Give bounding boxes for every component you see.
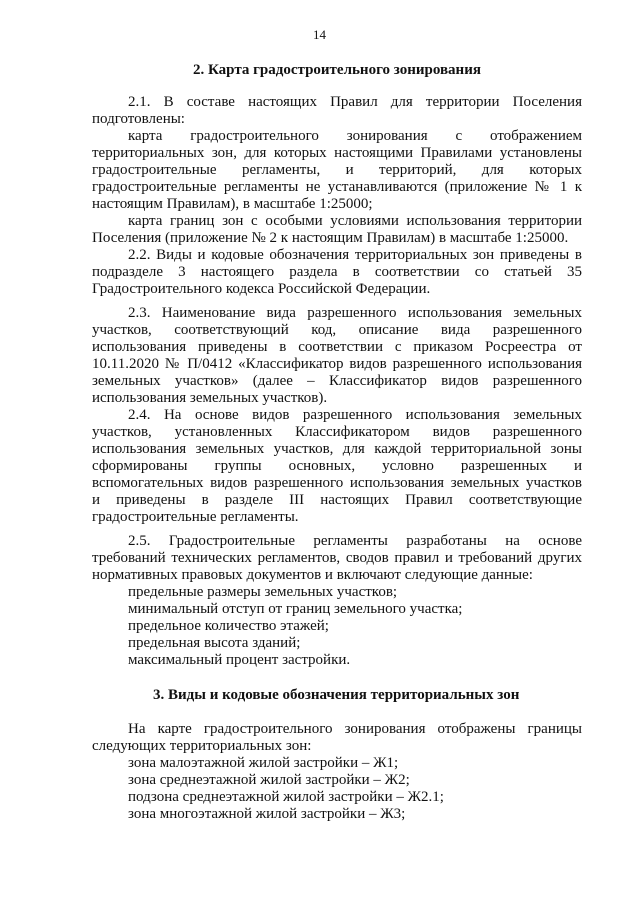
paragraph-line: участков, установленных Классификатором видов разрешенного (92, 424, 582, 440)
paragraph-line: карта границ зон с особыми условиями использования территории (128, 213, 582, 229)
list-item: предельные размеры земельных участков; (128, 584, 398, 600)
paragraph-line: вспомогательных видов разрешенного использования земельных участков (92, 475, 582, 491)
paragraph-line: подготовлены: (92, 111, 185, 127)
list-item: зона многоэтажной жилой застройки – Ж3; (128, 806, 406, 822)
paragraph-line: 2.4. На основе видов разрешенного использования земельных (128, 407, 582, 423)
paragraph-line: 2.3. Наименование вида разрешенного использования земельных (128, 305, 582, 321)
paragraph-line: 10.11.2020 № П/0412 «Классификатор видов разрешенного использования (92, 356, 582, 372)
paragraph-line: градостроительные регламенты не устанавливаются (приложение № 1 к (92, 179, 582, 195)
paragraph-line: нормативных правовых документов и включают следующие данные: (92, 567, 533, 583)
list-item: зона малоэтажной жилой застройки – Ж1; (128, 755, 399, 771)
section-3-heading: 3. Виды и кодовые обозначения территориальных зон (153, 687, 520, 703)
paragraph-line: использования земельных участков, для каждой территориальной зоны (92, 441, 582, 457)
paragraph-line: земельных участков» (далее – Классификатор видов разрешенного (92, 373, 582, 389)
paragraph-line: участков, соответствующий код, описание вида разрешенного (92, 322, 582, 338)
paragraph-line: На карте градостроительного зонирования отображены границы (128, 721, 582, 737)
paragraph-line: 2.5. Градостроительные регламенты разработаны на основе (128, 533, 582, 549)
list-item: предельная высота зданий; (128, 635, 301, 651)
paragraph-line: карта градостроительного зонирования с отображением (128, 128, 582, 144)
list-item: минимальный отступ от границ земельного участка; (128, 601, 463, 617)
paragraph-line: градостроительные регламенты, и территорий, для которых (92, 162, 582, 178)
list-item: максимальный процент застройки. (128, 652, 351, 668)
section-2-heading: 2. Карта градостроительного зонирования (193, 62, 481, 78)
paragraph-line: использования земельных участков). (92, 390, 328, 406)
paragraph-line: и приведены в разделе III настоящих Правил соответствующие (92, 492, 582, 508)
page-number: 14 (313, 27, 326, 42)
list-item: подзона среднеэтажной жилой застройки – Ж2.1; (128, 789, 444, 805)
paragraph-line: настоящим Правилам), в масштабе 1:25000; (92, 196, 373, 212)
paragraph-line: следующих территориальных зон: (92, 738, 312, 754)
paragraph-line: градостроительные регламенты. (92, 509, 299, 525)
paragraph-line: использования приведены в соответствии с приказом Росреестра от (92, 339, 582, 355)
list-item: зона среднеэтажной жилой застройки – Ж2; (128, 772, 410, 788)
paragraph-line: 2.1. В составе настоящих Правил для территории Поселения (128, 94, 582, 110)
paragraph-line: Поселения (приложение № 2 к настоящим Правилам) в масштабе 1:25000. (92, 230, 569, 246)
paragraph-line: 2.2. Виды и кодовые обозначения территориальных зон приведены в (128, 247, 582, 263)
list-item: предельное количество этажей; (128, 618, 329, 634)
paragraph-line: требований технических регламентов, сводов правил и требований других (92, 550, 582, 566)
paragraph-line: подразделе 3 настоящего раздела в соответствии со статьей 35 (92, 264, 582, 280)
paragraph-line: Градостроительного кодекса Российской Федерации. (92, 281, 431, 297)
paragraph-line: территориальных зон, для которых настоящими Правилами установлены (92, 145, 582, 161)
paragraph-line: сформированы группы основных, условно разрешенных и (92, 458, 582, 474)
